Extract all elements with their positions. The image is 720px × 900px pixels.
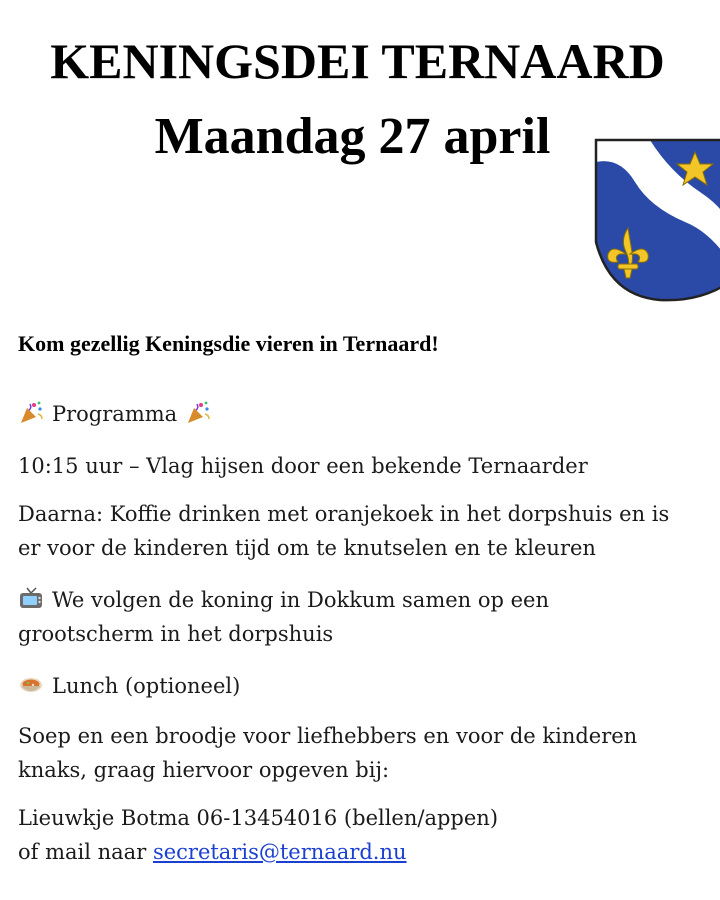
- program-line: grootscherm in het dorpshuis: [18, 622, 334, 646]
- program-line: 10:15 uur – Vlag hijsen door een bekende Ternaarder: [18, 454, 588, 478]
- intro-text: Kom gezellig Keningsdie vieren in Ternaard!: [18, 331, 439, 356]
- program-line: Daarna: Koffie drinken met oranjekoek in het dorpshuis en is: [18, 502, 670, 526]
- party-popper-icon: [18, 400, 44, 426]
- program-line: Soep en een broodje voor liefhebbers en voor de kinderen: [18, 724, 638, 748]
- mail-line: [18, 835, 407, 869]
- lunch-line: [18, 669, 240, 703]
- lunch-text: Lunch (optioneel): [52, 674, 241, 698]
- coat-of-arms-icon: [590, 132, 720, 302]
- contact-line: Lieuwkje Botma 06-13454016 (bellen/appen): [18, 806, 499, 830]
- tv-line: [18, 583, 549, 617]
- mail-prefix: of mail naar: [18, 840, 147, 864]
- party-popper-icon: [185, 400, 211, 426]
- tv-text: We volgen de koning in Dokkum samen op een: [52, 588, 550, 612]
- television-icon: [18, 586, 44, 612]
- program-heading-label: Programma: [52, 402, 178, 426]
- page-title: KENINGSDEI TERNAARD: [50, 33, 665, 89]
- soup-bowl-icon: [18, 672, 44, 698]
- event-date: Maandag 27 april: [154, 108, 551, 165]
- program-line: knaks, graag hiervoor opgeven bij:: [18, 758, 390, 782]
- email-link[interactable]: secretaris@ternaard.nu: [152, 840, 407, 864]
- program-heading: [18, 397, 211, 431]
- program-line: er voor de kinderen tijd om te knutselen en te kleuren: [18, 536, 596, 560]
